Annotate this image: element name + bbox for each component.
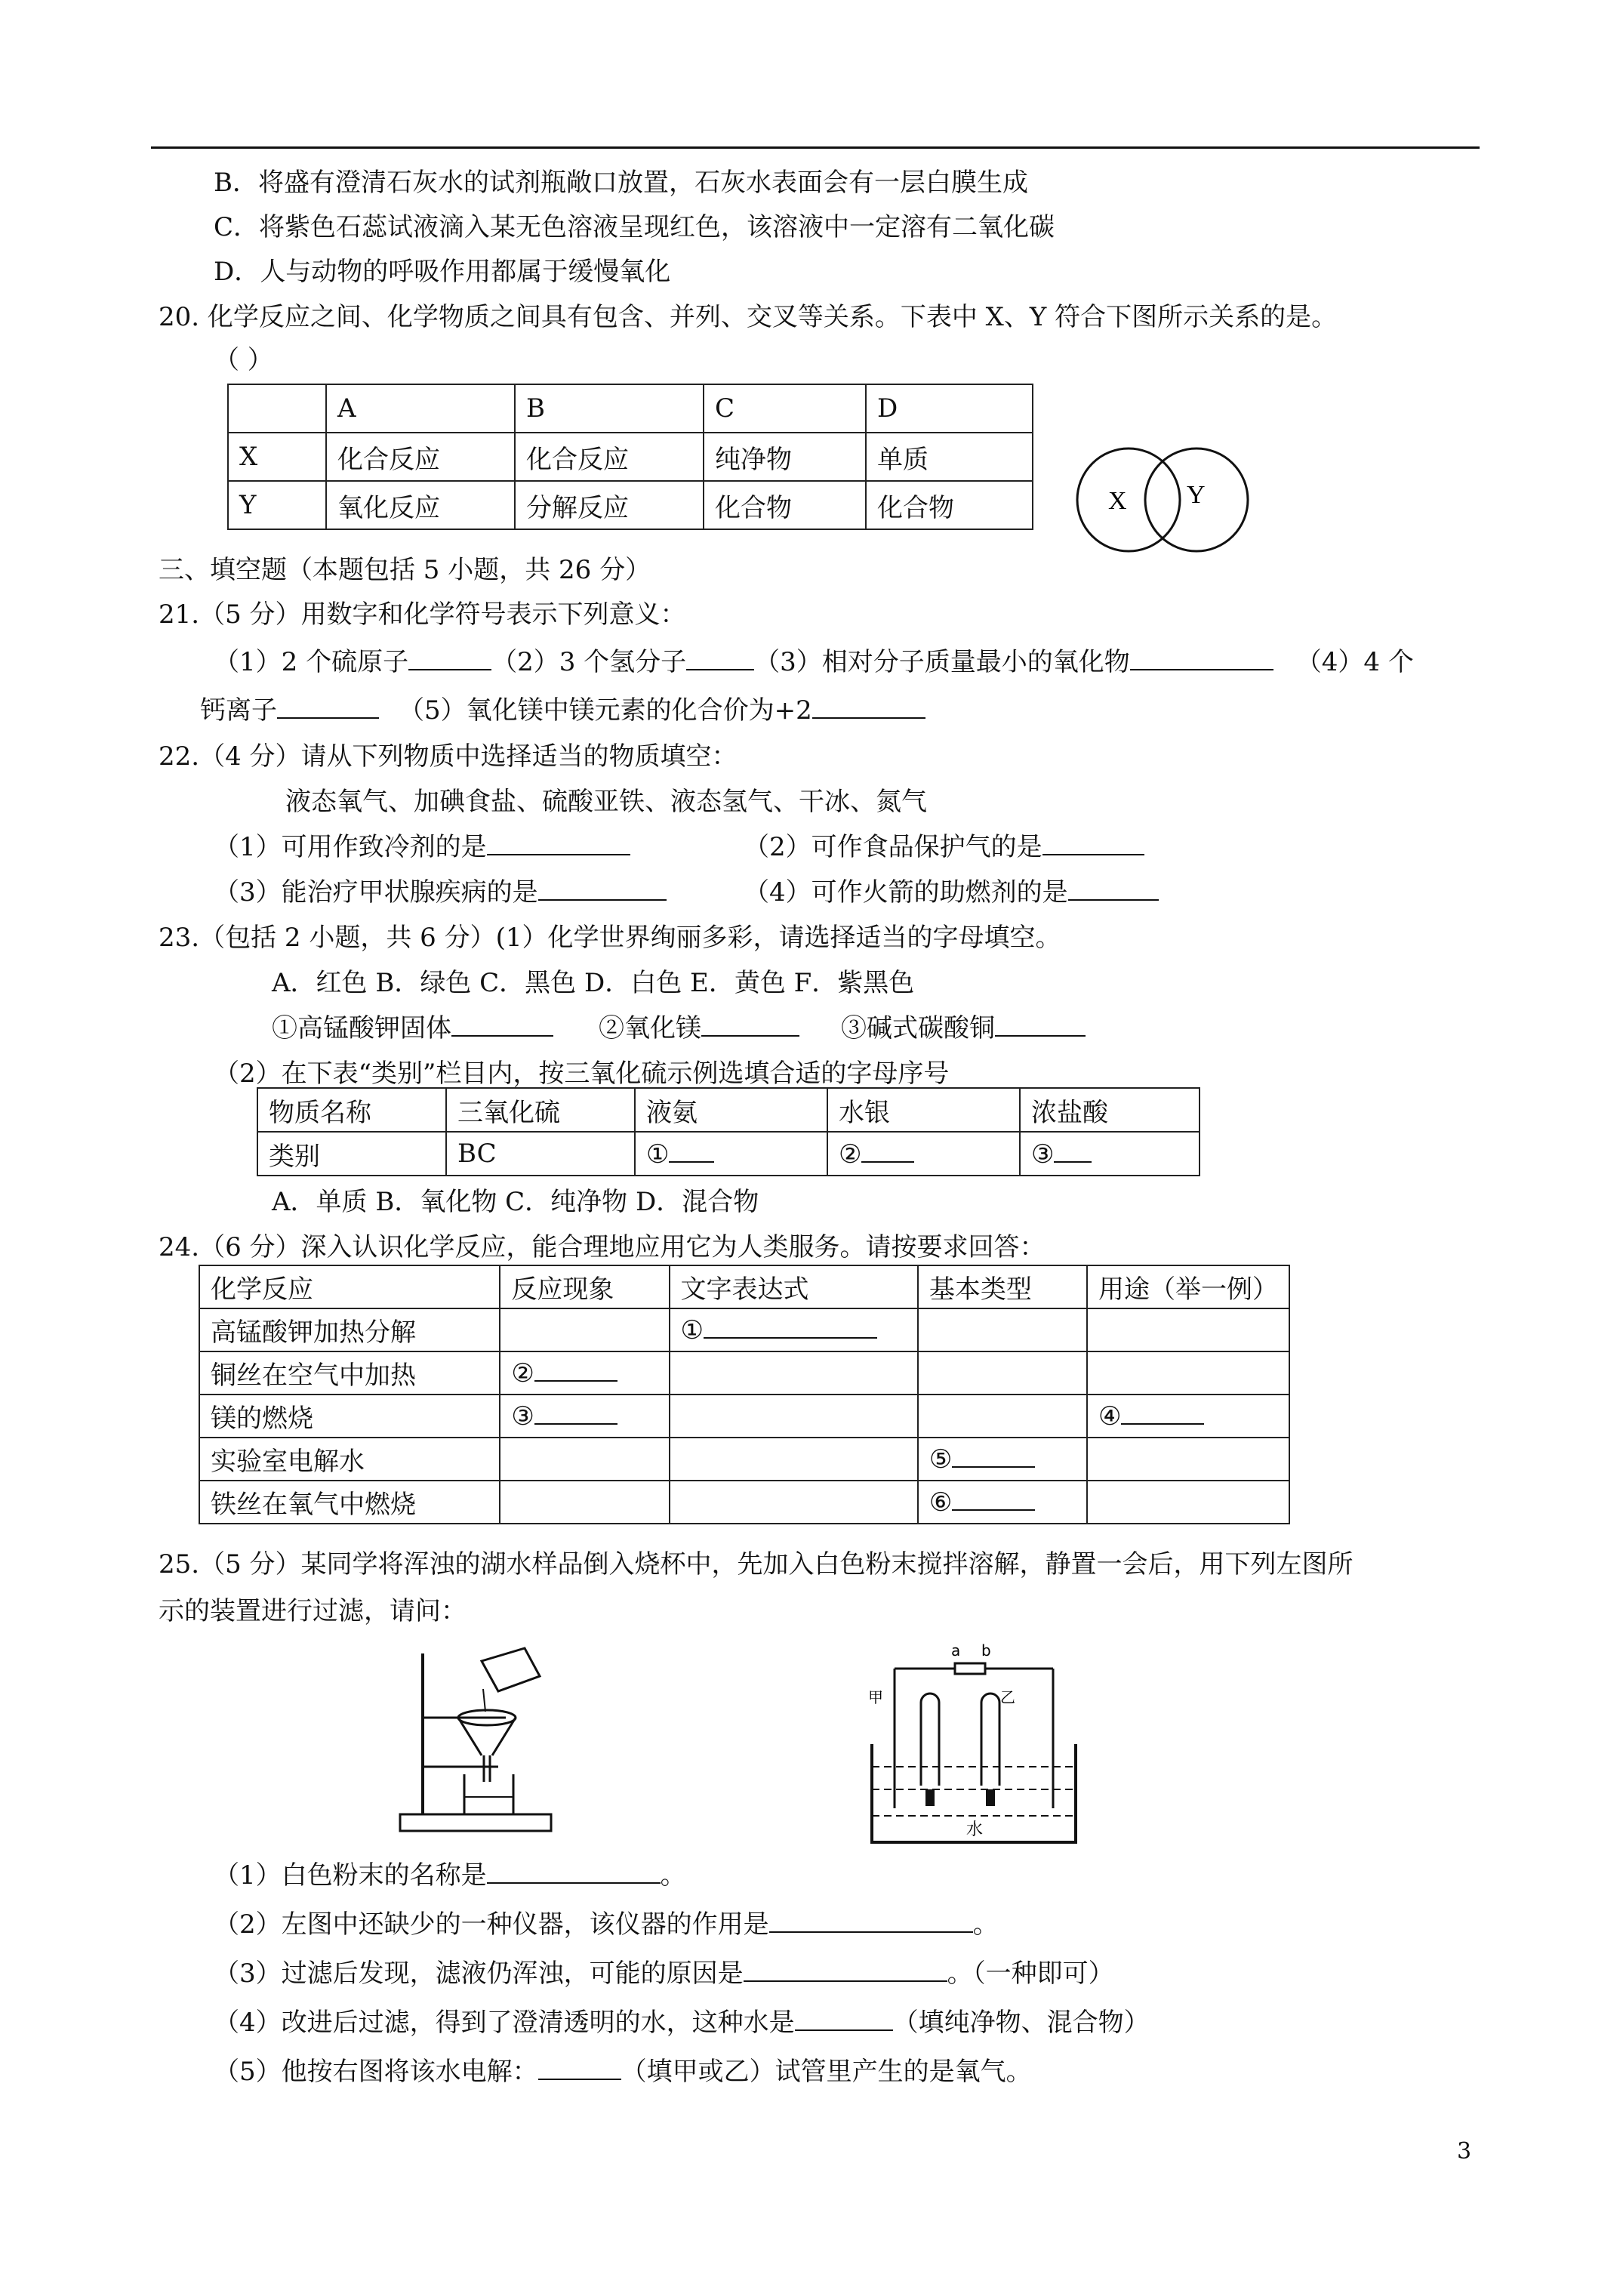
table-cell: 类别 (257, 1132, 446, 1176)
filtration-apparatus-illustration (393, 1642, 589, 1838)
answer-blank[interactable] (669, 1139, 714, 1163)
answer-blank[interactable] (538, 877, 667, 901)
table-cell (670, 1438, 918, 1481)
answer-blank[interactable] (408, 646, 491, 670)
table-cell (228, 384, 326, 433)
terminal-a-label: a (951, 1641, 961, 1660)
table-cell: 化合物 (704, 481, 866, 529)
table-cell: X (228, 433, 326, 481)
table-cell: ⑥ (918, 1481, 1087, 1524)
question-25-part-5: （5）他按右图将该水电解： （填甲或乙）试管里产生的是氧气。 (214, 2057, 1032, 2087)
question-25-part-3: （3）过滤后发现，滤液仍浑浊，可能的原因是 。（一种即可） (214, 1959, 1114, 1989)
question-21-line-1: （1）2 个硫原子 （2）3 个氢分子 （3）相对分子质量最小的氧化物 （4）4 个 (214, 647, 1414, 677)
table-cell: 液氨 (635, 1088, 827, 1132)
answer-blank[interactable] (534, 1401, 617, 1425)
answer-blank[interactable] (952, 1487, 1035, 1511)
question-22-row-1: （1）可用作致冷剂的是 (214, 831, 630, 864)
question-22: 22.（4 分）请从下列物质中选择适当的物质填空： (159, 741, 738, 772)
table-cell (670, 1481, 918, 1524)
table-cell: A (326, 384, 515, 433)
page-number: 3 (1457, 2138, 1472, 2165)
answer-blank[interactable] (451, 1012, 553, 1037)
answer-blank[interactable] (795, 2007, 893, 2031)
answer-blank[interactable] (1130, 646, 1273, 670)
table-cell: 浓盐酸 (1020, 1088, 1200, 1132)
table-cell: 纯净物 (704, 433, 866, 481)
table-cell (670, 1351, 918, 1395)
table-cell: 氧化反应 (326, 481, 515, 529)
table-cell (1087, 1481, 1289, 1524)
table-cell: 化合反应 (326, 433, 515, 481)
table-cell: 化合反应 (515, 433, 704, 481)
table-cell: 水银 (827, 1088, 1020, 1132)
question-25-part-2: （2）左图中还缺少的一种仪器，该仪器的作用是 。 (214, 1909, 999, 1940)
table-cell (500, 1481, 669, 1524)
answer-blank[interactable] (812, 695, 925, 719)
question-25: 25.（5 分）某同学将浑浊的湖水样品倒入烧杯中，先加入白色粉末搅拌溶解，静置一会后，用下列左图所 (159, 1549, 1354, 1579)
answer-blank[interactable] (538, 2056, 621, 2080)
table-cell: 实验室电解水 (199, 1438, 500, 1481)
question-25-part-4: （4）改进后过滤，得到了澄清透明的水，这种水是 （填纯净物、混合物） (214, 2008, 1150, 2038)
table-row (199, 1481, 1289, 1524)
table-row (199, 1265, 1289, 1308)
answer-blank[interactable] (769, 1909, 973, 1933)
table-row (228, 384, 1033, 433)
table-cell: 铁丝在氧气中燃烧 (199, 1481, 500, 1524)
table-cell (1087, 1438, 1289, 1481)
question-25-cont: 示的装置进行过滤，请问： (159, 1596, 467, 1626)
answer-blank[interactable] (1054, 1139, 1092, 1163)
question-23: 23.（包括 2 小题，共 6 分）(1）化学世界绚丽多彩，请选择适当的字母填空。 (159, 923, 1061, 953)
table-cell: BC (446, 1132, 635, 1176)
table-row (199, 1308, 1289, 1351)
question-21: 21.（5 分）用数字和化学符号表示下列意义： (159, 599, 686, 630)
table-cell: ③ (1020, 1132, 1200, 1176)
question-23-part-2: （2）在下表“类别”栏目内，按三氧化硫示例选填合适的字母序号 (214, 1059, 950, 1089)
answer-blank[interactable] (704, 1314, 877, 1339)
tube-jia-label: 甲 (868, 1688, 883, 1706)
q20-table (227, 384, 1033, 530)
table-cell: ③ (500, 1395, 669, 1438)
table-cell: 基本类型 (918, 1265, 1087, 1308)
question-23-categories: A．单质 B．氧化物 C．纯净物 D．混合物 (272, 1187, 759, 1217)
table-row (199, 1438, 1289, 1481)
table-cell (670, 1395, 918, 1438)
electrolysis-apparatus-illustration (861, 1635, 1087, 1854)
table-cell: Y (228, 481, 326, 529)
answer-blank[interactable] (1121, 1401, 1204, 1425)
venn-label-y: Y (1187, 481, 1206, 509)
venn-label-x: X (1108, 487, 1127, 515)
answer-blank[interactable] (1042, 831, 1144, 855)
answer-blank[interactable] (744, 1958, 947, 1982)
table-cell: 物质名称 (257, 1088, 446, 1132)
table-row (199, 1351, 1289, 1395)
answer-blank[interactable] (995, 1012, 1086, 1037)
table-cell: ④ (1087, 1395, 1289, 1438)
question-22-row-1b: （2）可作食品保护气的是 (744, 831, 1144, 864)
water-label: 水 (966, 1820, 984, 1839)
tube-yi-label: 乙 (1000, 1688, 1015, 1706)
answer-blank[interactable] (1068, 877, 1159, 901)
table-cell: ② (500, 1351, 669, 1395)
answer-blank[interactable] (861, 1139, 914, 1163)
option-c: C．将紫色石蕊试液滴入某无色溶液呈现红色，该溶液中一定溶有二氧化碳 (214, 212, 1055, 242)
question-22-row-2b: （4）可作火箭的助燃剂的是 (744, 876, 1159, 909)
question-25-part-1: （1）白色粉末的名称是 。 (214, 1860, 686, 1891)
table-cell: 化合物 (866, 481, 1033, 529)
table-cell: ② (827, 1132, 1020, 1176)
table-row (257, 1132, 1200, 1176)
option-d: D．人与动物的呼吸作用都属于缓慢氧化 (214, 257, 671, 287)
table-cell: 化学反应 (199, 1265, 500, 1308)
table-cell: ⑤ (918, 1438, 1087, 1481)
answer-blank[interactable] (487, 831, 630, 855)
table-row (199, 1395, 1289, 1438)
table-cell: ① (670, 1308, 918, 1351)
table-cell: 三氧化硫 (446, 1088, 635, 1132)
table-cell (1087, 1351, 1289, 1395)
answer-blank[interactable] (277, 695, 379, 719)
table-cell (500, 1438, 669, 1481)
table-cell: 镁的燃烧 (199, 1395, 500, 1438)
answer-blank[interactable] (952, 1444, 1035, 1468)
terminal-b-label: b (981, 1641, 991, 1660)
table-cell: 铜丝在空气中加热 (199, 1351, 500, 1395)
table-cell (918, 1308, 1087, 1351)
q24-table (199, 1265, 1290, 1524)
table-cell: 单质 (866, 433, 1033, 481)
table-cell: B (515, 384, 704, 433)
answer-blank[interactable] (487, 1860, 661, 1884)
venn-diagram (1064, 438, 1261, 559)
table-cell (918, 1351, 1087, 1395)
table-cell: C (704, 384, 866, 433)
section-3-heading: 三、填空题（本题包括 5 小题，共 26 分） (159, 555, 651, 585)
question-23-color-options: A．红色 B．绿色 C．黑色 D．白色 E．黄色 F．紫黑色 (272, 968, 915, 998)
question-21-line-2: 钙离子 （5）氧化镁中镁元素的化合价为+2 (200, 694, 925, 727)
option-b: B．将盛有澄清石灰水的试剂瓶敞口放置，石灰水表面会有一层白膜生成 (214, 168, 1028, 198)
table-cell: 高锰酸钾加热分解 (199, 1308, 500, 1351)
header-rule (151, 146, 1480, 149)
answer-blank[interactable] (701, 1012, 799, 1037)
table-row (228, 433, 1033, 481)
question-23-fill-row: ①高锰酸钾固体 ②氧化镁 ③碱式碳酸铜 (272, 1012, 1086, 1045)
question-20: 20. 化学反应之间、化学物质之间具有包含、并列、交叉等关系。下表中 X、Y 符合下图所示关系的是。 (159, 302, 1338, 332)
answer-blank[interactable] (534, 1358, 617, 1382)
table-cell (1087, 1308, 1289, 1351)
table-cell: 分解反应 (515, 481, 704, 529)
q23-table (257, 1087, 1200, 1176)
answer-blank[interactable] (686, 646, 754, 670)
question-22-row-2: （3）能治疗甲状腺疾病的是 (214, 876, 667, 909)
table-cell: ① (635, 1132, 827, 1176)
venn-circle-x (1077, 448, 1180, 551)
table-cell: 反应现象 (500, 1265, 669, 1308)
table-cell: 文字表达式 (670, 1265, 918, 1308)
question-22-materials: 液态氧气、加碘食盐、硫酸亚铁、液态氢气、干冰、氮气 (285, 787, 927, 817)
table-row (257, 1088, 1200, 1132)
table-cell (918, 1395, 1087, 1438)
table-cell: 用途（举一例） (1087, 1265, 1289, 1308)
table-row (228, 481, 1033, 529)
table-cell (500, 1308, 669, 1351)
question-24: 24.（6 分）深入认识化学反应，能合理地应用它为人类服务。请按要求回答： (159, 1232, 1046, 1262)
table-cell: D (866, 384, 1033, 433)
question-20-answer-paren: （ ） (214, 345, 273, 375)
